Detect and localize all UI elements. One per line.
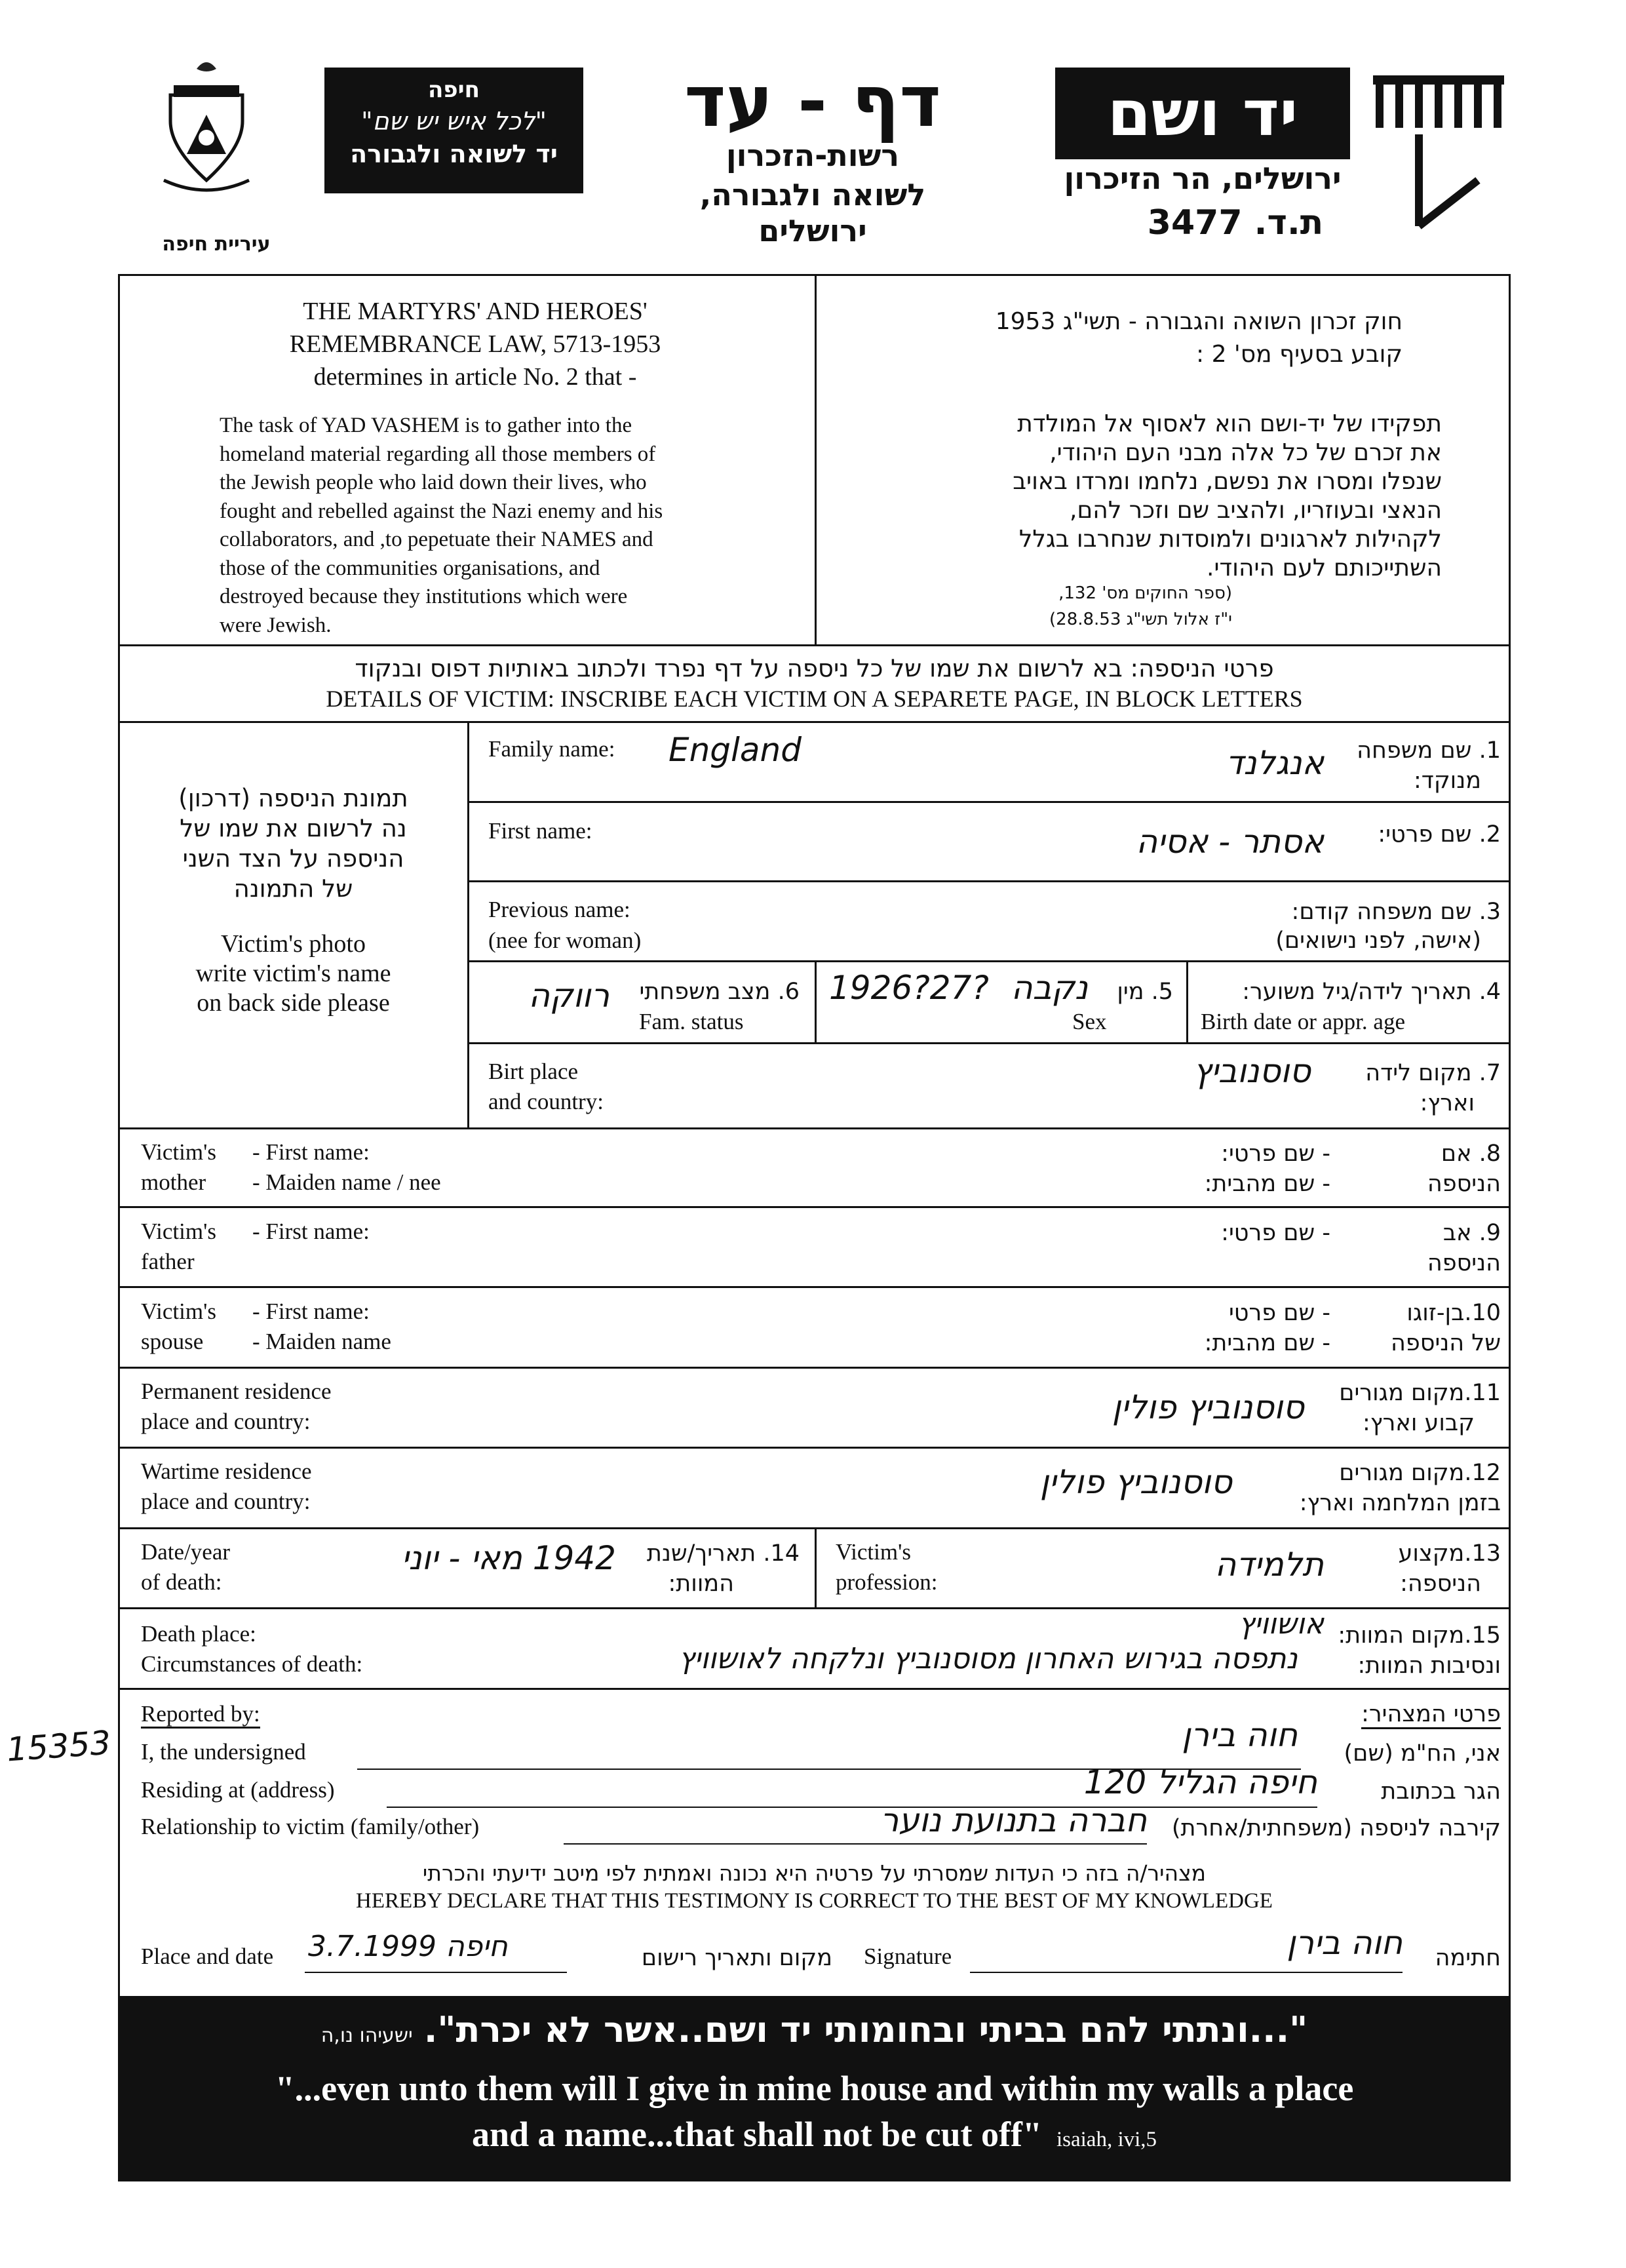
- law-en-line: the Jewish people who laid down their lives, who: [220, 471, 647, 494]
- law-he-line: שנפלו ומסרו את נפשם, נלחמו ומרדו באויב: [1013, 468, 1442, 495]
- relation-label-he: קירבה לניספה (משפחתית/אחרת): [1171, 1815, 1501, 1841]
- address-label-he: הגר בכתובת: [1381, 1778, 1501, 1805]
- birth-date-value[interactable]: 1926?27?: [829, 969, 989, 1007]
- previous-name-label-en2: (nee for woman): [488, 928, 642, 953]
- law-en-line: those of the communities organisations, and: [220, 556, 600, 580]
- birth-place-label-en2: and country:: [488, 1089, 604, 1114]
- birth-place-value[interactable]: סוסנוביץ: [1193, 1052, 1311, 1090]
- yadvashem-emblem: [1366, 62, 1511, 239]
- death-date-label-en1: Date/year: [141, 1539, 231, 1565]
- place-date-label-en: Place and date: [141, 1944, 274, 1969]
- father-label-en3: - First name:: [252, 1219, 370, 1244]
- menorah-icon: [1366, 62, 1511, 239]
- undersigned-label-he: אני, הח"מ (שם): [1344, 1740, 1501, 1767]
- birth-place-label-he1: 7. מקום לידה: [1365, 1060, 1501, 1086]
- death-place-value1[interactable]: אושוויץ: [1238, 1607, 1324, 1641]
- war-residence-label-en1: Wartime residence: [141, 1458, 312, 1484]
- profession-value[interactable]: תלמידה: [1214, 1546, 1324, 1584]
- center-title: דף - עד: [684, 61, 941, 143]
- law-he-ref1: (ספר החוקים מס' 132,: [1058, 583, 1232, 603]
- haifa-box-line3: יד לשואה ולגבורה: [350, 140, 558, 168]
- place-date-line: [305, 1972, 567, 1973]
- birth-place-label-he2: וארץ:: [1420, 1090, 1475, 1116]
- mother-label-he3: - שם פרטי:: [1221, 1141, 1330, 1167]
- perm-residence-value[interactable]: סוסנוביץ פולין: [1112, 1388, 1304, 1426]
- footer-he-row: [118, 2009, 1511, 2050]
- spouse-label-he2: של הניספה: [1391, 1330, 1501, 1356]
- law-en-line: homeland material regarding all those members of: [220, 442, 656, 466]
- mother-label-en4: - Maiden name / nee: [252, 1169, 441, 1195]
- death-place-label-en2: Circumstances of death:: [141, 1651, 363, 1677]
- mother-label-he4: - שם מהבית:: [1204, 1171, 1330, 1197]
- birth-place-label-en1: Birt place: [488, 1059, 579, 1084]
- family-name-value-latin[interactable]: England: [668, 731, 802, 769]
- first-name-value[interactable]: אסתר - אסיה: [1136, 823, 1324, 861]
- death-date-label-en2: of death:: [141, 1569, 222, 1595]
- perm-residence-label-en2: place and country:: [141, 1409, 311, 1434]
- death-place-value2[interactable]: נתפסה בגירוש האחרון מסוסנוביץ ונלקחה לאושוויץ: [678, 1642, 1298, 1675]
- law-en-line: The task of YAD VASHEM is to gather into the: [220, 414, 632, 437]
- father-label-en2: father: [141, 1249, 195, 1274]
- birth-date-label-en: Birth date or appr. age: [1201, 1009, 1405, 1034]
- mother-label-he2: הניספה: [1427, 1171, 1501, 1197]
- family-name-label-en: Family name:: [488, 736, 615, 762]
- law-he-body: [878, 410, 1442, 583]
- place-date-label-he: מקום ותאריך רישום: [641, 1945, 832, 1971]
- sex-label-en: Sex: [1072, 1009, 1107, 1034]
- spouse-label-en3: - First name:: [252, 1299, 370, 1324]
- mother-label-en2: mother: [141, 1169, 206, 1195]
- reporter-title-en-text: Reported by:: [141, 1701, 260, 1729]
- details-header-he: פרטי הניספה: בא לרשום את שמו של כל ניספה על דף נפרד ולכתוב באותיות דפוס ובנקוד: [355, 654, 1274, 682]
- law-he-title1: חוק זכרון השואה והגבורה - תשי"ג 1953: [995, 308, 1403, 335]
- previous-name-label-en1: Previous name:: [488, 897, 630, 922]
- photo-en-line: on back side please: [197, 989, 390, 1017]
- photo-en: [131, 929, 455, 1018]
- relation-line: [564, 1843, 1147, 1845]
- law-en-title2: REMEMBRANCE LAW, 5713-1953: [289, 330, 661, 358]
- photo-he-line: נה לרשום את שמו של: [180, 814, 407, 842]
- profession-label-en2: profession:: [836, 1569, 938, 1595]
- po-box: ת.ד. 3477: [1147, 203, 1324, 243]
- haifa-box: [324, 68, 583, 193]
- profession-label-he2: הניספה:: [1400, 1571, 1481, 1597]
- death-date-label-he2: המוות:: [668, 1571, 734, 1597]
- yadvashem-sub: ירושלים, הר הזיכרון: [1064, 161, 1342, 196]
- death-place-label-en1: Death place:: [141, 1621, 256, 1647]
- first-name-label-en: First name:: [488, 818, 592, 844]
- footer-en2-row: [118, 2114, 1511, 2155]
- death-date-label-he1: 14. תאריך/שנת: [646, 1540, 800, 1567]
- father-label-he2: הניספה: [1427, 1250, 1501, 1276]
- law-he-title2: קובע בסעיף מס' 2 :: [1195, 341, 1403, 368]
- fam-status-label-en: Fam. status: [639, 1009, 744, 1034]
- previous-name-label-he2: (אישה, לפני נישואים): [1275, 928, 1481, 954]
- perm-residence-label-en1: Permanent residence: [141, 1378, 332, 1404]
- footer-en1: "...even unto them will I give in mine house and within my walls a place: [275, 2069, 1354, 2108]
- center-sub2: לשואה ולגבורה,: [699, 177, 926, 212]
- spouse-label-en1: Victim's: [141, 1299, 217, 1324]
- law-en-title1: THE MARTYRS' AND HEROES': [303, 298, 648, 325]
- law-en-line: were Jewish.: [220, 613, 332, 637]
- undersigned-value[interactable]: חוה בירן: [1182, 1716, 1298, 1754]
- birth-date-label-he: 4. תאריך לידה/גיל משוער:: [1242, 979, 1501, 1005]
- family-name-value-he[interactable]: אנגלנד: [1226, 744, 1324, 782]
- father-label-he3: - שם פרטי:: [1221, 1220, 1330, 1246]
- war-residence-label-en2: place and country:: [141, 1489, 311, 1514]
- fam-status-label-he: 6. מצב משפחתי: [639, 979, 800, 1005]
- haifa-box-line1: חיפה: [427, 77, 480, 103]
- relation-value[interactable]: חברה בתנועת נוער: [880, 1801, 1147, 1839]
- war-residence-label-he2: בזמן המלחמה וארץ:: [1299, 1490, 1501, 1516]
- spouse-label-en4: - Maiden name: [252, 1329, 391, 1354]
- photo-en-line: write victim's name: [195, 960, 391, 987]
- address-value[interactable]: חיפה הגליל 120: [1083, 1763, 1317, 1801]
- mother-label-en1: Victim's: [141, 1139, 217, 1165]
- relation-label-en: Relationship to victim (family/other): [141, 1814, 480, 1839]
- photo-he-line: תמונת הניספה (דרכון): [178, 784, 408, 812]
- photo-he: [131, 783, 455, 904]
- haifa-coat-of-arms: [157, 56, 256, 233]
- law-he-line: תפקידו של יד-ושם הוא לאסוף אל המולדת: [1017, 410, 1442, 437]
- spouse-label-he3: - שם פרטי: [1228, 1300, 1330, 1326]
- law-en-body: [220, 412, 790, 640]
- war-residence-value[interactable]: סוסנוביץ פולין: [1039, 1463, 1232, 1501]
- family-name-label-he1: 1. שם משפחה: [1357, 737, 1501, 764]
- coat-of-arms-icon: [157, 56, 256, 233]
- declare-en: HEREBY DECLARE THAT THIS TESTIMONY IS CORRECT TO THE BEST OF MY KNOWLEDGE: [356, 1889, 1273, 1913]
- law-he-line: השתייכותם לעם היהודי.: [1207, 555, 1442, 581]
- yadvashem-logo-box: יד ושם: [1055, 68, 1350, 159]
- law-en-line: destroyed because they institutions which were: [220, 585, 628, 608]
- perm-residence-label-he1: 11.מקום מגורים: [1339, 1380, 1501, 1406]
- death-date-value[interactable]: 1942 מאי - יוני: [401, 1539, 616, 1577]
- signature-value[interactable]: חוה בירן: [1287, 1924, 1403, 1962]
- undersigned-label-en: I, the undersigned: [141, 1739, 306, 1765]
- footer-en-ref: isaiah, ivi,5: [1056, 2128, 1157, 2151]
- sex-label-he: 5. מין: [1117, 979, 1173, 1005]
- previous-name-label-he1: 3. שם משפחה קודם:: [1291, 899, 1501, 925]
- photo-he-line: של התמונה: [233, 874, 353, 903]
- photo-en-line: Victim's photo: [221, 930, 366, 958]
- mother-label-he1: 8. אם: [1441, 1141, 1501, 1167]
- center-sub1: רשות-הזכרון: [726, 138, 900, 173]
- margin-note: 15353: [5, 1723, 112, 1769]
- first-name-label-he: 2. שם פרטי:: [1378, 821, 1501, 848]
- law-he-line: את זכרם של כל אלה מבני העם היהודי,: [1049, 439, 1442, 466]
- perm-residence-label-he2: קבוע וארץ:: [1362, 1410, 1475, 1436]
- declare-he: מצהיר/ה בזה כי העדות שמסרתי על פרטיה היא נכונה ואמתית לפי מיטב ידיעתי והכרתי: [422, 1860, 1207, 1886]
- signature-label-he: חתימה: [1435, 1945, 1501, 1971]
- death-place-label-he1: 15.מקום המוות:: [1338, 1622, 1501, 1649]
- footer-band: [118, 1996, 1511, 2181]
- law-en: [197, 295, 754, 393]
- profession-label-he1: 13.מקצוע: [1398, 1540, 1501, 1567]
- profession-label-en1: Victim's: [836, 1539, 912, 1565]
- father-label-he1: 9. אב: [1442, 1220, 1501, 1246]
- reporter-title-he-text: פרטי המצהיר:: [1361, 1701, 1501, 1729]
- footer-he: "...ונתתי להם בביתי ובחומותי יד ושם..אשר לא יכרת".: [423, 2009, 1308, 2050]
- reporter-title-en: [141, 1699, 260, 1729]
- reporter-title-he: [1304, 1699, 1501, 1729]
- law-he-ref2: י"ז אלול תשי"ג 28.8.53): [1049, 610, 1232, 629]
- center-sub3: ירושלים: [758, 213, 867, 248]
- address-label-en: Residing at (address): [141, 1777, 335, 1803]
- father-label-en1: Victim's: [141, 1219, 217, 1244]
- signature-label-en: Signature: [864, 1944, 952, 1969]
- law-en-line: fought and rebelled against the Nazi enemy and his: [220, 499, 663, 523]
- spouse-label-he1: 10.בן-זוגו: [1406, 1300, 1501, 1326]
- haifa-box-line2: "לכל איש יש שם": [361, 107, 547, 136]
- sex-value[interactable]: נקבה: [1011, 969, 1088, 1007]
- war-residence-label-he1: 12.מקום מגורים: [1339, 1460, 1501, 1486]
- law-he-line: לקהילות לארגונים ולמוסדות שנחרבו בגלל: [1018, 526, 1442, 553]
- death-place-label-he2: ונסיבות המוות:: [1357, 1652, 1501, 1679]
- spouse-label-en2: spouse: [141, 1329, 204, 1354]
- city-caption: עיריית חיפה: [162, 233, 271, 256]
- law-en-title3: determines in article No. 2 that -: [313, 363, 637, 391]
- details-header-en: DETAILS OF VICTIM: INSCRIBE EACH VICTIM ON A SEPARETE PAGE, IN BLOCK LETTERS: [326, 686, 1303, 712]
- family-name-label-he2: מנוקד:: [1413, 768, 1481, 794]
- law-he-line: הנאצי ובעוזריו, ולהציב שם וזכר להם,: [1069, 497, 1442, 524]
- photo-he-line: הניספה על הצד השני: [182, 844, 404, 872]
- fam-status-value[interactable]: רווקה: [528, 977, 610, 1015]
- mother-label-en3: - First name:: [252, 1139, 370, 1165]
- place-date-value[interactable]: 3.7.1999 חיפה: [308, 1930, 508, 1963]
- footer-en2: and a name...that shall not be cut off": [471, 2115, 1042, 2154]
- footer-he-ref: ישעיהו נו,ה: [320, 2024, 413, 2047]
- law-en-line: collaborators, and ,to pepetuate their NAMES and: [220, 528, 653, 551]
- signature-line: [970, 1972, 1403, 1973]
- spouse-label-he4: - שם מהבית:: [1204, 1330, 1330, 1356]
